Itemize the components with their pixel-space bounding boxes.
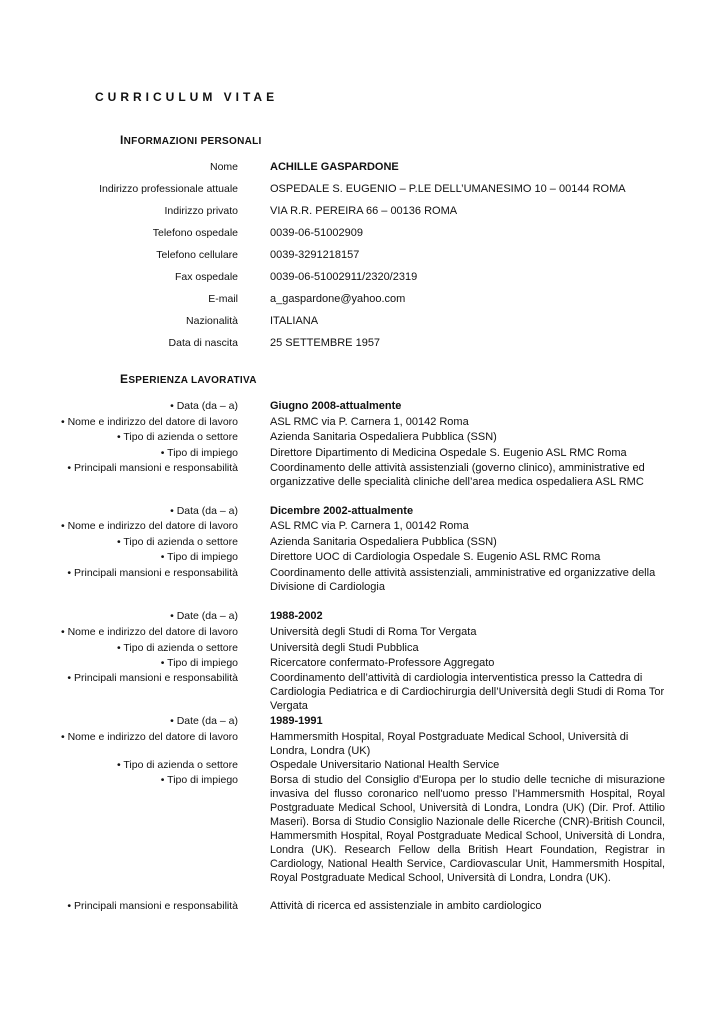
- field-value: Ospedale Universitario National Health Service: [270, 759, 500, 771]
- heading-initial: E: [120, 372, 129, 386]
- field-label: E-mail: [208, 293, 238, 305]
- section-heading-personal: [120, 133, 262, 147]
- field-label: Telefono cellulare: [156, 249, 238, 261]
- field-value: ASL RMC via P. Carnera 1, 00142 Roma: [270, 416, 469, 428]
- field-label: • Date (da – a): [170, 715, 238, 727]
- field-label: • Data (da – a): [170, 505, 238, 517]
- field-label: • Principali mansioni e responsabilità: [67, 567, 238, 579]
- field-value: ACHILLE GASPARDONE: [270, 161, 399, 173]
- field-label: • Nome e indirizzo del datore di lavoro: [60, 626, 238, 638]
- field-label: • Tipo di impiego: [160, 657, 238, 669]
- field-value: ITALIANA: [270, 315, 319, 327]
- field-label: Telefono ospedale: [152, 227, 238, 239]
- field-label: • Date (da – a): [170, 610, 238, 622]
- field-value: 1989-1991: [270, 715, 323, 727]
- field-value: ASL RMC via P. Carnera 1, 00142 Roma: [270, 520, 469, 532]
- field-value: Attività di ricerca ed assistenziale in ambito cardiologico: [270, 900, 542, 912]
- field-label: • Tipo di azienda o settore: [116, 536, 238, 548]
- field-label: Fax ospedale: [174, 271, 238, 283]
- field-value: Università degli Studi di Roma Tor Vergata: [270, 626, 477, 638]
- field-value: Hammersmith Hospital, Royal Postgraduate Medical School, Università di Londra, Londra (UK): [270, 731, 629, 757]
- field-label: Nome: [209, 161, 238, 173]
- field-value: Azienda Sanitaria Ospedaliera Pubblica (SSN): [270, 536, 497, 548]
- field-value: a_gaspardone@yahoo.com: [270, 293, 406, 305]
- field-value: OSPEDALE S. EUGENIO – P.LE DELL’UMANESIMO 10 – 00144 ROMA: [270, 183, 626, 195]
- field-value: Borsa di studio del Consiglio d'Europa per lo studio delle tecniche di misurazione invasiva del flusso coronarico nell'uomo presso l’Hammersmith Hospital, Royal Postgraduate Medical School, Università di Londra, Londra (UK) (Dir. Prof. Attilio Maseri). Borsa di Studio Consiglio Nazionale delle Ricerche (CNR)-British Council, Hammersmith Hospital, Royal Postgraduate Medical School, Università di Londra, Londra (UK). Research Fellow della British Heart Foundation, Registrar in Cardiology, National Health Service, Cardiovascular Unit, Hammersmith Hospital, Royal Postgraduate Medical School, Università di Londra, Londra (UK).: [270, 774, 665, 884]
- field-label: • Nome e indirizzo del datore di lavoro: [60, 520, 238, 532]
- field-value: Coordinamento delle attività assistenziali, amministrative ed organizzative della Divisione di Cardiologia: [270, 567, 656, 593]
- field-label: • Tipo di impiego: [160, 774, 238, 786]
- field-label: • Principali mansioni e responsabilità: [67, 900, 238, 912]
- field-value: 0039-06-51002911/2320/2319: [270, 271, 418, 283]
- field-label: Nazionalità: [186, 315, 238, 327]
- field-value: Coordinamento dell’attività di cardiologia interventistica presso la Cattedra di Cardiologia Pediatrica e di Cardiochirurgia dell’Università degli Studi di Roma Tor Vergata: [270, 672, 665, 712]
- field-value: Dicembre 2002-attualmente: [270, 505, 414, 517]
- field-value: 0039-3291218157: [270, 249, 360, 261]
- field-label: • Nome e indirizzo del datore di lavoro: [60, 416, 238, 428]
- field-value: 0039-06-51002909: [270, 227, 363, 239]
- field-value: Università degli Studi Pubblica: [270, 642, 419, 654]
- field-value: Coordinamento delle attività assistenziali (governo clinico), amministrative ed organizzative delle specialità cliniche dell’area medica ospedaliera ASL RMC: [270, 462, 645, 488]
- field-value: Azienda Sanitaria Ospedaliera Pubblica (SSN): [270, 431, 497, 443]
- field-label: • Tipo di azienda o settore: [116, 759, 238, 771]
- field-value: VIA R.R. PEREIRA 66 – 00136 ROMA: [270, 205, 458, 217]
- field-label: • Data (da – a): [170, 400, 238, 412]
- field-label: • Tipo di azienda o settore: [116, 431, 238, 443]
- field-label: Indirizzo privato: [164, 205, 238, 217]
- field-label: • Principali mansioni e responsabilità: [67, 462, 238, 474]
- field-label: • Tipo di impiego: [160, 551, 238, 563]
- field-value: Giugno 2008-attualmente: [270, 400, 402, 412]
- field-label: Indirizzo professionale attuale: [99, 183, 238, 195]
- field-label: Data di nascita: [168, 337, 238, 349]
- field-value: 25 SETTEMBRE 1957: [270, 337, 381, 349]
- field-label: • Principali mansioni e responsabilità: [67, 672, 238, 684]
- field-value: 1988-2002: [270, 610, 323, 622]
- field-label: • Tipo di azienda o settore: [116, 642, 238, 654]
- field-value: Direttore UOC di Cardiologia Ospedale S. Eugenio ASL RMC Roma: [270, 551, 601, 563]
- heading-rest: NFORMAZIONI PERSONALI: [123, 136, 262, 147]
- cv-title: CURRICULUM VITAE: [95, 90, 279, 104]
- heading-initial: I: [120, 133, 124, 147]
- heading-rest: SPERIENZA LAVORATIVA: [128, 375, 257, 386]
- field-label: • Tipo di impiego: [160, 447, 238, 459]
- field-value: Ricercatore confermato-Professore Aggregato: [270, 657, 495, 669]
- field-value: Direttore Dipartimento di Medicina Ospedale S. Eugenio ASL RMC Roma: [270, 447, 627, 459]
- field-label: • Nome e indirizzo del datore di lavoro: [60, 731, 238, 743]
- section-heading-experience: [120, 372, 257, 386]
